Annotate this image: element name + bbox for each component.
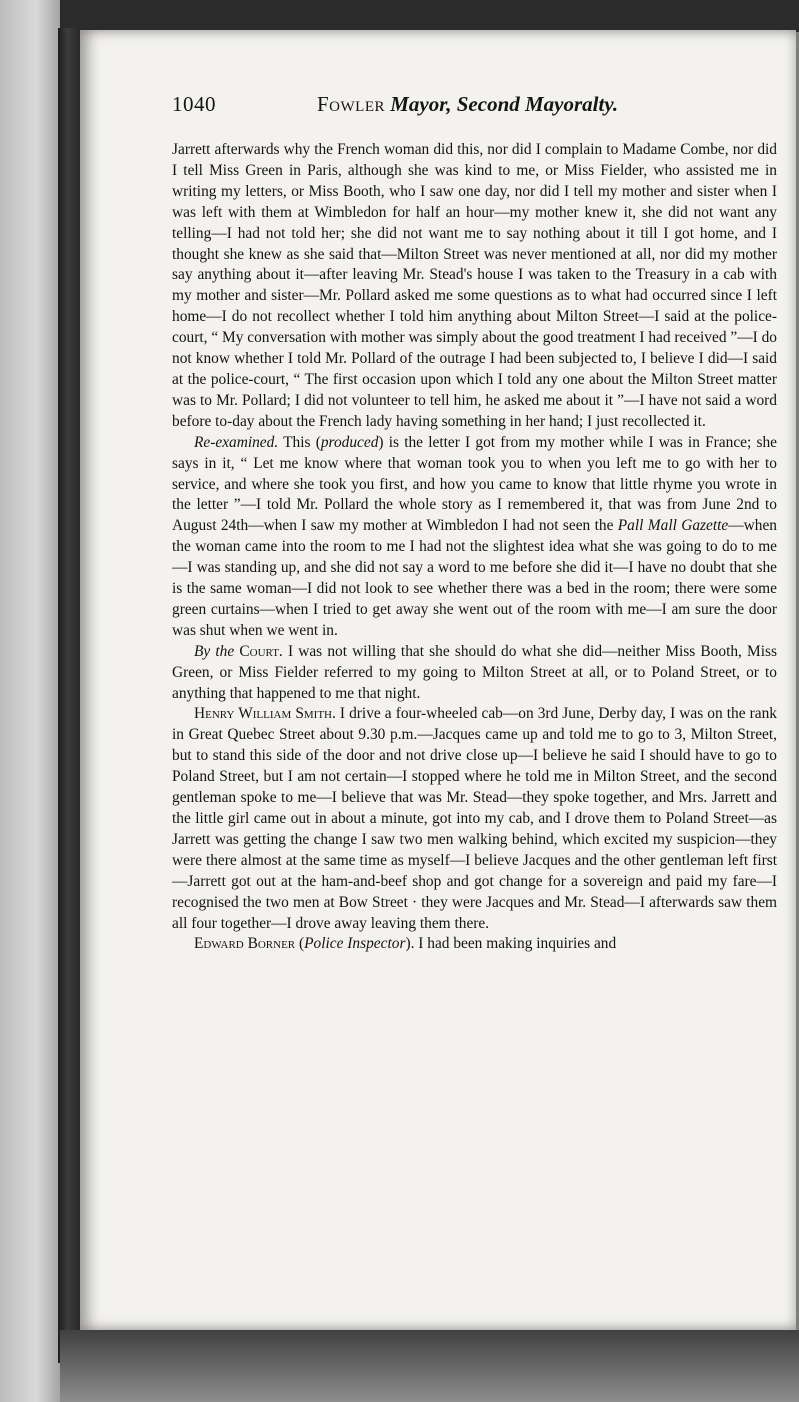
- running-header: [172, 92, 772, 128]
- newspaper-title: Pall Mall Gazette: [617, 517, 729, 535]
- paragraph-continuation: [172, 140, 777, 433]
- paragraph-text: ) is the letter I got from my mother while I was in France; she says in it, “ Let me know where that woman took you to when you left me to go with her to service, and where she took you first, and how you came to know that little rhyme you wrote in the letter ”—I told Mr. Pollard the whole story as I remembered it, that was from June 2nd to August 24th—when I saw my mother at Wimbledon I had not seen the: [172, 433, 777, 535]
- paragraph-witness-smith: [172, 704, 777, 934]
- witness-name: Henry William Smith.: [194, 705, 336, 723]
- paragraph-witness-borner: [172, 934, 777, 955]
- witness-role-open: (: [299, 935, 305, 953]
- page-body: [172, 140, 777, 955]
- paragraph-text: Jarrett afterwards why the French woman did this, nor did I complain to Madame Combe, nor did I tell Miss Green in Paris, although she was kind to me, or Miss Fielder, who assisted me in writing my letters, or Miss Booth, who I saw one day, nor did I tell my mother and sister when I was left with them at Wimbledon for half an hour—my mother knew it, she did not want any telling—I had not told her; she did not want me to say nothing about it till I got home, and I thought she knew as she said that—Milton Street was never mentioned at all, nor did my mother say anything about it—after leaving Mr. Stead's house I was taken to the Treasury in a cab with my mother and sister—Mr. Pollard asked me some questions as to what had occurred since I left home—I do not recollect whether I told him anything about Milton Street—I said at the police-court, “ My conversation with mother was simply about the good treatment I had received ”—I do not know whether I told Mr. Pollard of the outrage I had been subjected to, I believe I did—I said at the police-court, “ The first occasion upon which I told any one about the Milton Street matter was to Mr. Pollard; I did not volunteer to tell him, he asked me about it ”—I have not said a word before to-day about the French lady having something in her hand; I just recollected it.: [172, 141, 777, 430]
- running-title-name: Fowler: [317, 92, 385, 116]
- scan-bottom-shadow: [60, 1330, 799, 1402]
- running-title-italic: Mayor, Second Mayoralty.: [390, 92, 619, 116]
- witness-role: Police Inspector: [304, 935, 406, 953]
- paragraph-reexamined: [172, 433, 777, 642]
- facing-page-edge: [0, 0, 60, 1402]
- paragraph-text: This (: [283, 433, 321, 451]
- paragraph-by-the-court: [172, 642, 777, 705]
- scan-top-shadow: [60, 0, 799, 32]
- paragraph-label: Re-examined.: [194, 433, 279, 451]
- running-title: [317, 92, 618, 117]
- paragraph-text: I was not willing that she should do what she did—neither Miss Booth, Miss Green, or Miss Fielder referred to my going to Milton Street at all, or to Poland Street, or to anything that happened to me that night.: [172, 642, 777, 702]
- paragraph-text: I drive a four-wheeled cab—on 3rd June, Derby day, I was on the rank in Great Quebec Street about 9.30 p.m.—Jacques came up and told me to go to 3, Milton Street, but to stand this side of the door and not drive close up—I believe he said I should have to go to Poland Street, but I am not certain—I stopped where he told me in Milton Street, and the second gentleman spoke to me—I believe that was Mr. Stead—they spoke together, and Mrs. Jarrett and the little girl came out in about a minute, got into my cab, and I drove them to Poland Street—as Jarrett was getting the change I saw two men walking behind, which excited my suspicion—they were there almost at the same time as myself—I believe Jacques and the other gentleman left first—Jarrett got out at the ham-and-beef shop and got change for a sovereign and paid my fare—I recognised the two men at Bow Street · they were Jacques and Mr. Stead—I afterwards saw them all four together—I drove away leaving them there.: [172, 705, 777, 932]
- paragraph-label-smallcaps: Court.: [239, 642, 283, 660]
- page-number: 1040: [172, 92, 216, 116]
- produced-note: produced: [320, 433, 379, 451]
- paragraph-label-italic: By the: [194, 642, 235, 660]
- paragraph-text: I had been making inquiries and: [418, 935, 617, 953]
- book-binding: [58, 28, 82, 1363]
- witness-name: Edward Borner: [194, 935, 296, 953]
- witness-role-close: ).: [405, 935, 415, 953]
- paragraph-text: —when the woman came into the room to me I had not the slightest idea what she was going to do to me—I was standing up, and she did not say a word to me before she did it—I have no doubt that she is the same woman—I did not look to see whether there was a bed in the room; there were some green curtains—when I tried to get away she went out of the room with me—I am sure the door was shut when we went in.: [172, 517, 777, 639]
